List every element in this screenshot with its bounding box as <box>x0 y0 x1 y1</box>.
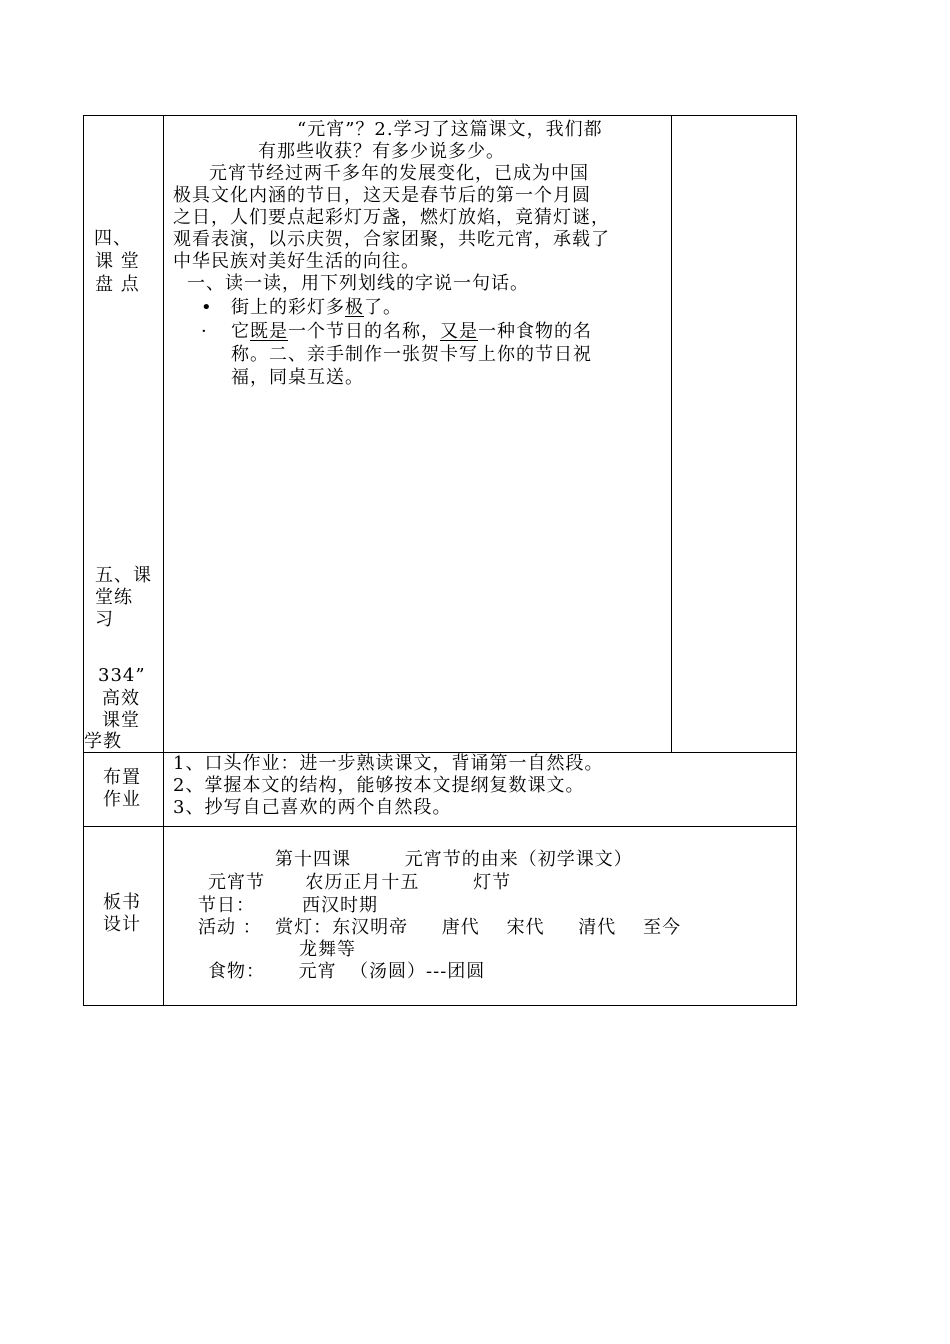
homework-item-1: 1、口头作业：进一步熟读课文，背诵第一自然段。 <box>173 753 604 774</box>
board-row-5: 食物： 元宵 （汤圆）---团圆 <box>208 961 486 982</box>
question-line-1: “元宵”？2.学习了这篇课文，我们都 <box>297 119 603 140</box>
bullet-1-after: 了。 <box>364 297 402 318</box>
summary-line-2: 极具文化内涵的节日，这天是春节后的第一个月圆 <box>173 185 591 206</box>
table-left-border <box>83 115 84 1006</box>
homework-label-line-2: 作业 <box>103 789 141 810</box>
table-bottom-border <box>83 1005 797 1006</box>
section-5-label-line-1: 五、课 <box>95 565 152 586</box>
bullet-dot-1: • <box>201 297 212 318</box>
homework-item-3: 3、抄写自己喜欢的两个自然段。 <box>173 797 452 818</box>
bullet-1-before: 街上的彩灯多 <box>231 297 345 318</box>
homework-item-2: 2、掌握本文的结构，能够按本文提纲复数课文。 <box>173 775 585 796</box>
exercise-intro: 一、读一读，用下列划线的字说一句话。 <box>187 273 529 294</box>
table-top-border <box>83 115 797 116</box>
table-row-divider-board <box>83 826 797 827</box>
bullet-sentence-2 <box>231 321 592 343</box>
board-row-3: 活动 ： 赏灯：东汉明帝 唐代 宋代 清代 至今 <box>198 917 682 938</box>
bullet-sentence-1 <box>231 297 402 319</box>
bullet-2-part-2: 一个节日的名称， <box>288 321 440 342</box>
section-5-label-line-2: 堂练 <box>95 587 133 608</box>
board-row-1: 元宵节 农历正月十五 灯节 <box>208 872 512 893</box>
table-label-divider <box>163 115 164 1006</box>
table-notes-divider <box>671 115 672 753</box>
board-label-line-1: 板书 <box>103 892 141 913</box>
section-4-label-line-2: 课 堂 <box>95 251 140 272</box>
section-4-label-line-3: 盘 点 <box>95 274 140 295</box>
board-row-4: 龙舞等 <box>299 939 356 960</box>
summary-line-4: 观看表演，以示庆贺，合家团聚，共吃元宵，承载了 <box>173 229 610 250</box>
bullet-dot-2: · <box>201 321 207 342</box>
board-row-2: 节日： 西汉时期 <box>198 895 379 916</box>
section-5-label-line-3: 习 <box>95 609 114 630</box>
bullet-2-underlined-2: 又是 <box>440 321 478 342</box>
table-right-border <box>796 115 797 1006</box>
footer-label-line-2: 高效 <box>102 688 140 709</box>
footer-label-line-4: 学教 <box>84 731 122 752</box>
bullet-sentence-2-line-3: 福，同桌互送。 <box>231 367 364 388</box>
bullet-2-underlined-1: 既是 <box>250 321 288 342</box>
question-line-2: 有那些收获？有多少说多少。 <box>258 141 505 162</box>
summary-line-5: 中华民族对美好生活的向往。 <box>173 251 420 272</box>
summary-line-3: 之日，人们要点起彩灯万盏，燃灯放焰，竟猜灯谜， <box>173 207 610 228</box>
board-label-line-2: 设计 <box>103 914 141 935</box>
board-title: 第十四课 元宵节的由来（初学课文） <box>275 849 633 870</box>
homework-label-line-1: 布置 <box>103 767 141 788</box>
footer-label-line-1: 334” <box>98 665 146 686</box>
section-4-label-line-1: 四、 <box>94 228 132 249</box>
footer-label-line-3: 课堂 <box>102 710 140 731</box>
bullet-2-part-3: 一种食物的名 <box>478 321 592 342</box>
bullet-sentence-2-line-2: 称。二、亲手制作一张贺卡写上你的节日祝 <box>231 344 592 365</box>
bullet-2-part-1: 它 <box>231 321 250 342</box>
summary-line-1: 元宵节经过两千多年的发展变化，已成为中国 <box>209 163 589 184</box>
bullet-1-underlined-char: 极 <box>345 297 364 318</box>
